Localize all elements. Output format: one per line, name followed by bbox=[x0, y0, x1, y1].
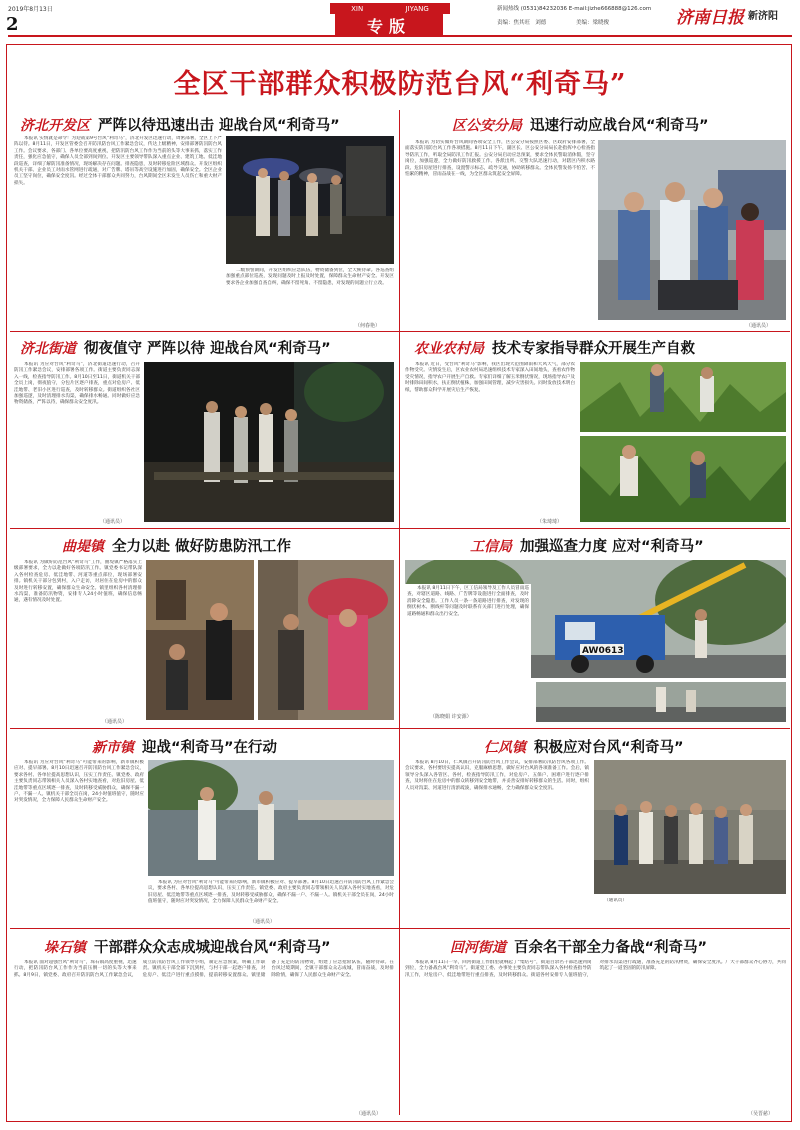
byline: （何春艳） bbox=[355, 323, 381, 329]
photo-village-courtyard bbox=[146, 560, 254, 720]
section-name: 农业农村局 bbox=[414, 340, 484, 357]
article-body-cont bbox=[148, 880, 394, 916]
police-scene-illustration bbox=[598, 140, 786, 320]
byline: （通讯员） bbox=[100, 519, 126, 525]
section-headline: 迅速行动应战台风“利奇马” bbox=[530, 118, 709, 134]
article-text: 本报讯 8月10日，仁风镇召开防汛防台风工作会议，安排部署防汛防台风各项工作。会议要求，各村要切实提高认识，克服麻痹思想，做好应对台风的各项准备工作。会后，镇领导分头深入各管区、各村，检查指导防汛工作，对危房户、五保户、困难户进行逐户排查，及时将住在危房中的群众转移到安全地带，并妥善安排好转移群众的生活。同时，组织人员对沟渠、河道进行清淤疏浚，确保排水通畅，全力确保群众安全度汛。 bbox=[405, 760, 589, 791]
article-text: 本报讯 为切实做好台风期间各项安全工作，区公安分局按照区委、区政府安排部署，全面落实防汛防台风工作各项措施。8月11日下午，副区长、区公安分局局长赴指挥中心检查指导防汛工作，听取全局防汛工作汇报。公安分局启动应急预案，要求全体民警取消休假，坚守岗位，加强巡逻，全力做好防汛救援工作。各派出所、交警大队迅速行动，对辖区内积水路段、危旧房屋进行排查，设置警示标志，疏导交通，协助转移群众。全体民警发扬不怕苦、不怕累的精神，冒雨奋战在一线，为全区群众筑起安全屏障。 bbox=[405, 140, 595, 178]
article-body bbox=[14, 960, 394, 1112]
row-divider-2 bbox=[10, 528, 790, 529]
section-title-quti bbox=[62, 535, 291, 556]
contact-line: 新闻热线 (0531)84232036 E-mail:jizhe666888@126.com bbox=[497, 6, 652, 12]
article-body bbox=[14, 362, 140, 522]
editors-line: 责编：焦其旺 刘德 美编：梁晓俊 bbox=[497, 20, 609, 26]
section-title-xinshi bbox=[92, 736, 277, 757]
flood-road-illustration bbox=[148, 760, 394, 876]
article-body bbox=[14, 136, 222, 326]
section-title-renfeng bbox=[484, 736, 684, 757]
section-name: 工信局 bbox=[470, 538, 512, 555]
pinyin-left: XIN bbox=[351, 4, 364, 13]
pinyin-right: JIYANG bbox=[405, 4, 429, 13]
issue-date: 2019年8月13日 bbox=[8, 6, 53, 13]
photo-cornfield-bottom bbox=[580, 436, 786, 522]
section-name: 济北街道 bbox=[20, 340, 76, 357]
section-title-police bbox=[452, 114, 709, 135]
article-text: 本报讯 8月11日下午，区工信局领导及工作人员冒雨巡查，对辖区道路、线路、广告牌等设施进行全面排查，及时消除安全隐患。工作人员一条一条道路进行排查，对发现的倒伏树木、断线杆等问题及时联系有关部门进行处理，确保道路畅通和群众出行安全。 bbox=[407, 586, 529, 617]
byline: （陈晓娟 许安源） bbox=[430, 714, 472, 720]
photo-village-meeting bbox=[594, 760, 786, 894]
byline: （通讯员） bbox=[250, 919, 276, 925]
section-headline: 技术专家指导群众开展生产自救 bbox=[492, 341, 695, 357]
article-body bbox=[405, 960, 786, 1112]
section-name: 济北开发区 bbox=[20, 117, 90, 134]
article-text-2: 本报讯 为应对台风“利奇马”可能带来的影响，新市镇积极应对、提早部署。8月10日迅速召开防汛防台风工作紧急会议，要求各村、各单位提高思想认识，压实工作责任。镇党委、政府主要负责同志带领相关人员深入各村实地查看，对危旧房屋、低洼地带等重点区域逐一排查，及时转移受威胁群众，确保不漏一户、不漏一人。镇机关干部全员在岗，24小时值班值守，随时应对突发情况，全力保障人民群众生命财产安全。 bbox=[148, 880, 394, 905]
article-body bbox=[405, 140, 595, 324]
night-scene-illustration bbox=[226, 136, 394, 264]
brand-logo: 济南日报 bbox=[676, 8, 744, 28]
section-title-industry bbox=[470, 535, 704, 556]
umbrella-illustration bbox=[258, 560, 394, 720]
section-headline: 迎战“利奇马”在行动 bbox=[142, 740, 278, 756]
photo-road-inspection bbox=[536, 682, 786, 722]
section-banner bbox=[335, 14, 443, 36]
section-headline: 百余名干部全力备战“利奇马” bbox=[514, 940, 708, 956]
section-title-jibei-dev bbox=[20, 114, 340, 135]
article-body bbox=[405, 584, 531, 694]
brand-sub: 新济阳 bbox=[748, 11, 778, 22]
article-body bbox=[14, 560, 142, 722]
article-text: 本报讯 为应对台风“利奇马”，济北街道迅速行动，召开防汛工作紧急会议，安排部署各项工作。街道主要负责同志深入一线，检查指导防汛工作。8月10日至11日，街道机关干部全员上岗，彻夜值守，分包片区逐户排查，重点对危房户、低洼地带、老旧小区进行巡查，及时转移群众。街道组织各社区加强巡逻，及时清理排水沟渠，确保排水畅通。同时做好应急物资储备，严阵以待，确保群众安全度汛。 bbox=[14, 362, 140, 406]
section-headline: 积极应对台风“利奇马” bbox=[534, 740, 684, 756]
section-headline: 干部群众众志成城迎战台风“利奇马” bbox=[94, 940, 331, 956]
masthead bbox=[0, 0, 800, 36]
section-title-agri bbox=[414, 337, 695, 358]
section-name: 曲堤镇 bbox=[62, 538, 104, 555]
section-headline: 加强巡查力度 应对“利奇马” bbox=[520, 539, 704, 555]
section-name: 仁风镇 bbox=[484, 739, 526, 756]
photo-cornfield-top bbox=[580, 362, 786, 432]
article-text: 本报讯 近日，受台风“利奇马”影响，我区出现大范围降雨和大风天气，部分农作物受灾。灾情发生后，区农业农村局迅速组织技术专家深入田间地头，查看农作物受灾情况，指导农户开展生产自救。专家们详细了解玉米倒伏情况，现场指导农户及时排除田间积水，扶正倒伏植株，加强田间管理，减少灾害损失。同时发放技术明白纸，帮助群众科学开展灾后生产恢复。 bbox=[405, 362, 575, 393]
section-name: 垛石镇 bbox=[44, 939, 86, 956]
section-name: 新市镇 bbox=[92, 739, 134, 756]
photo-police-command bbox=[598, 140, 786, 320]
truck-plate: AW0613 bbox=[582, 646, 624, 656]
article-text: 本报讯 实情就是命令！为迎战第9号台风“利奇马”，济北开发区迅速行动，周密部署，全区上下严阵以待。8月11日，开发区管委会召开防汛防台风工作紧急会议，传达上级精神，安排部署防汛防台风工作。会议要求，各部门、各单位要高度重视，把防汛防台风工作作为当前的头等大事来抓，落实工作责任，强化应急值守，确保人员全部到岗到位。开发区主要领导带队深入重点企业、建筑工地、低洼地段巡查，详细了解防汛准备情况，现场解决存在问题。排查隐患，及时转移危险区域群众。开发区组织机关干部、企业员工对雨水管网进行疏通，对广告牌、塔吊等高空设施进行加固，确保安全。全区企业员工坚守岗位，确保安全度汛。经过全体干部群众共同努力，台风期间全区未发生人员伤亡和重大财产损失。 bbox=[14, 136, 222, 186]
byline: （通讯员） bbox=[102, 719, 128, 725]
article-text: 本报讯 为做好防范台风“利奇马”工作，曲堤镇严格落实上级部署要求，全力以赴做好各项防汛工作。镇党委书记带队深入各村检查危房、低洼地带、河道等重点部位，现场部署安排。镇机关干部分包到村，入户走访，对居住在危房中的群众及时进行转移安置，确保群众生命安全。镇里组织各村清理排水沟渠，准备防汛物资，安排专人24小时值班，确保信息畅通，遇有情况及时处置。 bbox=[14, 560, 142, 604]
row-divider-1 bbox=[10, 331, 790, 332]
section-headline: 彻夜值守 严阵以待 迎战台风“利奇马” bbox=[84, 341, 331, 357]
courtyard-illustration bbox=[146, 560, 254, 720]
article-text: 本报讯 8月11日一早，回河街道工作群里就响起了“集结号”，街道百余名干部迅速到岗到位，全力备战台风“利奇马”。街道党工委、办事处主要负责同志带队深入各村检查指导防汛工作，对危房户、低洼地带进行重点排查，及时转移群众。街道各村安排专人值班值守，对排水沟渠进行疏通，准备充足的防汛物资，确保安全度汛。广大干部群众齐心协力，共同筑起了一道坚固的防汛屏障。 bbox=[405, 960, 786, 978]
header-rule bbox=[8, 35, 792, 37]
section-title-jibei-street bbox=[20, 337, 331, 358]
photo-night-patrol bbox=[144, 362, 394, 522]
article-body bbox=[405, 362, 575, 522]
page-number: 2 bbox=[6, 14, 19, 35]
byline: （吴晋慈） bbox=[748, 1111, 774, 1117]
article-text-2: 二级预警期间，开发区组织应急队伍，物资储备到位，全天候待命。各巡查组加强重点部位巡查，发现问题及时上报及时处置，保障群众生命财产安全。开发区要求各企业加强自查自纠，确保不留死角、不留隐患，对发现的问题立行立改。 bbox=[226, 268, 394, 286]
cornfield-illustration-2 bbox=[580, 436, 786, 522]
cornfield-illustration-1 bbox=[580, 362, 786, 432]
banner-text: 专版 bbox=[366, 16, 411, 36]
article-text-2: （通讯员） bbox=[604, 898, 627, 903]
street-night-illustration bbox=[144, 362, 394, 522]
article-body bbox=[405, 760, 589, 922]
row-divider-4 bbox=[10, 928, 790, 929]
section-name: 区公安分局 bbox=[452, 117, 522, 134]
article-body bbox=[14, 760, 144, 922]
photo-villager-umbrella bbox=[258, 560, 394, 720]
village-meeting-illustration bbox=[594, 760, 786, 894]
byline: （朱琦琦） bbox=[537, 519, 563, 525]
article-body-cont bbox=[226, 268, 394, 322]
main-headline: 全区干部群众积极防范台风“利奇马” bbox=[173, 69, 627, 100]
section-headline: 全力以赴 做好防患防汛工作 bbox=[112, 539, 292, 555]
photo-flooded-road bbox=[148, 760, 394, 876]
article-body-cont bbox=[594, 898, 786, 924]
section-name: 回河街道 bbox=[450, 939, 506, 956]
section-title-duoshi bbox=[44, 936, 331, 957]
article-text: 本报讯 面对超强台风“利奇马”，垛石镇高度重视，迅速行动，把防汛防台风工作作为当前压倒一切的头等大事来抓。8月9日，镇党委、政府召开防汛防台风工作紧急会议，成立防汛防台风工作领导小组，制定应急预案，明确工作职责。镇机关干部全部下沉到村，与村干部一起逐户排查，对危房户、低洼户进行重点摸排，提前转移安置群众。镇里储备了充足的防汛物资，组建了应急抢险队伍，随时待命。在台风过境期间，全镇干部群众众志成城，冒雨奋战，及时排除险情，确保了人民群众生命财产安全。 bbox=[14, 960, 394, 978]
byline: （通讯员） bbox=[356, 1111, 382, 1117]
article-text: 本报讯 为应对台风“利奇马”可能带来的影响，新市镇积极应对、提早部署。8月10日迅速召开防汛防台风工作紧急会议，要求各村、各单位提高思想认识，压实工作责任。镇党委、政府主要负责同志带领相关人员深入各村实地查看，对危旧房屋、低洼地带等重点区域逐一排查，及时转移受威胁群众，确保不漏一户、不漏一人。镇机关干部全员在岗，24小时值班值守，随时应对突发情况，全力保障人民群众生命财产安全。 bbox=[14, 760, 144, 804]
row-divider-3 bbox=[10, 728, 790, 729]
section-title-huihe bbox=[450, 936, 707, 957]
column-divider bbox=[399, 110, 400, 1115]
photo-night-inspection bbox=[226, 136, 394, 264]
pinyin-bar bbox=[330, 3, 450, 14]
section-headline: 严阵以待迅速出击 迎战台风“利奇马” bbox=[98, 118, 340, 134]
byline: （通讯员） bbox=[746, 323, 772, 329]
road-illustration bbox=[536, 682, 786, 722]
